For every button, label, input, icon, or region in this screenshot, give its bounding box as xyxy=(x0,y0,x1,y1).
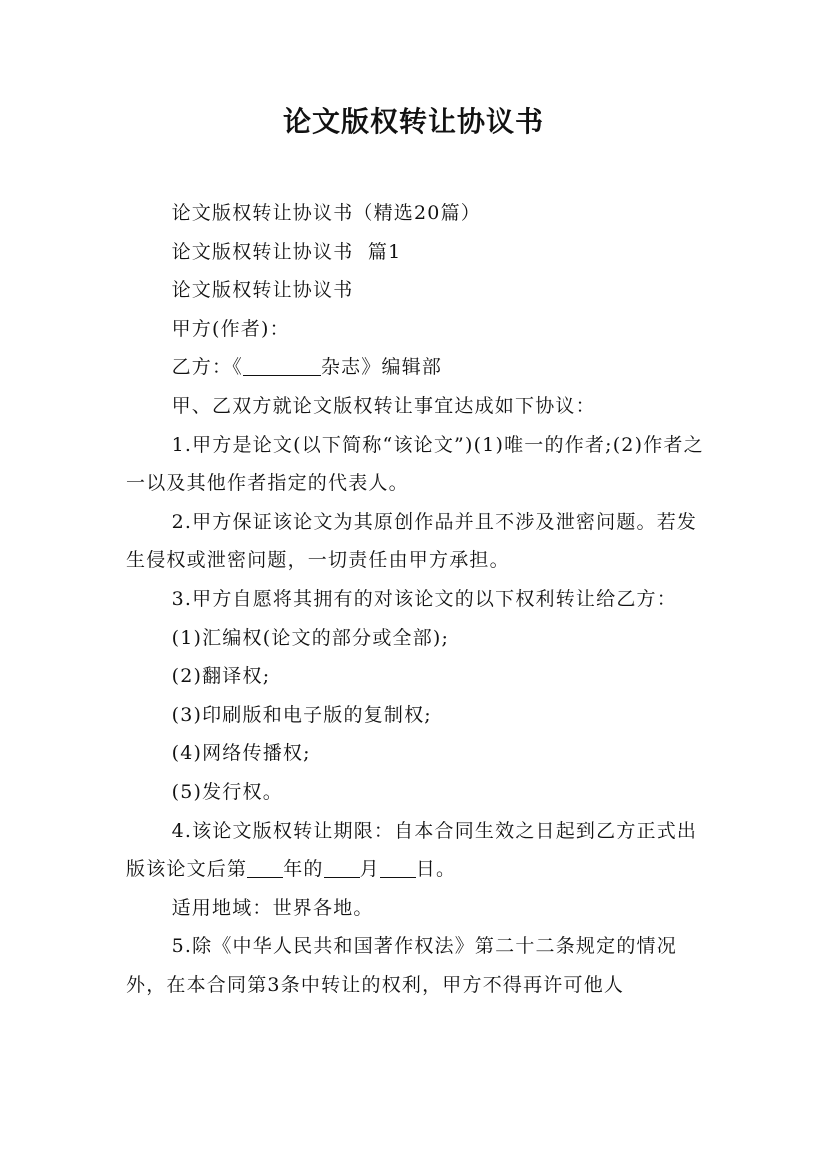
clause-4-prefix: 4.该论文版权转让期限：自本合同生效之日起到乙方正式出版该论文后第 xyxy=(126,819,698,881)
agreement-subtitle: 论文版权转让协议书 xyxy=(171,279,354,302)
clause-4-month: 月 xyxy=(359,858,380,881)
party-a-line: 甲方(作者)： xyxy=(171,317,290,340)
clause-3: 3.甲方自愿将其拥有的对该论文的以下权利转让给乙方： xyxy=(171,587,677,610)
right-item-1: (1)汇编权(论文的部分或全部); xyxy=(171,626,450,649)
clause-4-day: 日。 xyxy=(415,858,457,881)
magazine-name-blank xyxy=(243,356,321,376)
month-blank xyxy=(324,858,360,878)
right-item-3: (3)印刷版和电子版的复制权; xyxy=(171,703,432,726)
document-body xyxy=(126,194,706,1004)
clause-1: 1.甲方是论文(以下简称“该论文”)(1)唯一的作者;(2)作者之一以及其他作者指定的代表人。 xyxy=(126,433,704,495)
day-blank xyxy=(380,858,416,878)
party-b-prefix: 乙方：《 xyxy=(171,356,243,379)
document-title: 论文版权转让协议书 xyxy=(282,105,544,138)
section-heading: 论文版权转让协议书 篇1 xyxy=(171,240,402,263)
year-blank xyxy=(247,858,283,878)
clause-4-year: 年的 xyxy=(283,858,324,881)
right-item-5: (5)发行权。 xyxy=(171,780,283,803)
agreement-intro: 甲、乙双方就论文版权转让事宜达成如下协议： xyxy=(171,394,596,417)
intro-line: 论文版权转让协议书（精选20篇） xyxy=(171,202,481,224)
territory-line: 适用地域：世界各地。 xyxy=(171,896,374,919)
party-b-suffix: 杂志》编辑部 xyxy=(320,356,443,379)
clause-2: 2.甲方保证该论文为其原创作品并且不涉及泄密问题。若发生侵权或泄密问题，一切责任由甲方承担。 xyxy=(126,510,698,572)
party-b-line xyxy=(126,348,706,387)
clause-5: 5.除《中华人民共和国著作权法》第二十二条规定的情况外，在本合同第3条中转让的权利，甲方不得再许可他人 xyxy=(126,935,677,996)
clause-4 xyxy=(126,812,706,889)
right-item-2: (2)翻译权; xyxy=(171,665,271,688)
right-item-4: (4)网络传播权; xyxy=(171,742,311,765)
